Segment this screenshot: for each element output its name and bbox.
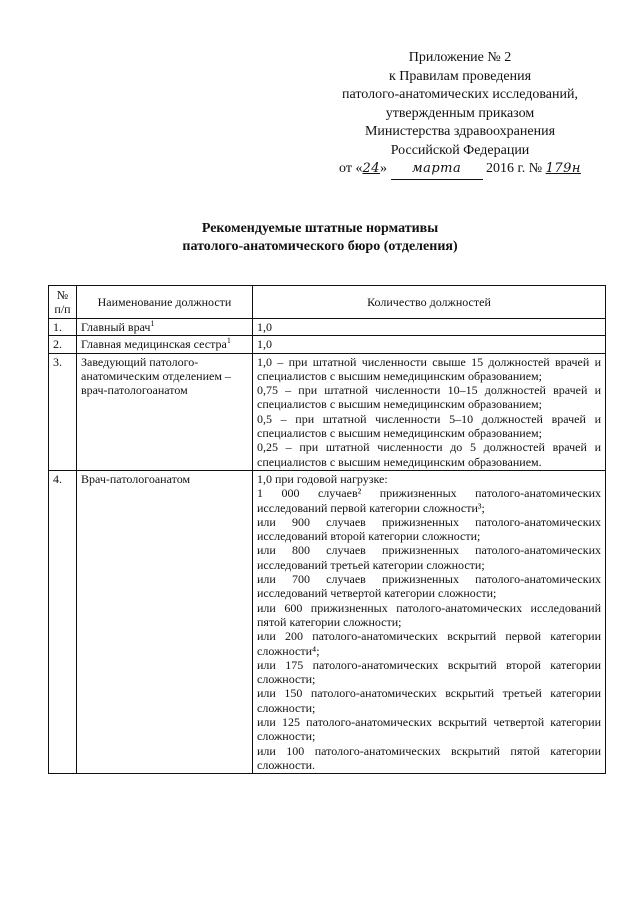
quantity-line: или 800 случаев прижизненных патолого-анатомических исследований третьей категории сложности;	[257, 543, 601, 572]
date-mid: »	[380, 161, 388, 176]
order-date-line	[320, 160, 600, 180]
document-title	[0, 220, 640, 256]
appendix-line-2: к Правилам проведения	[388, 68, 532, 84]
title-line-2: патолого-анатомического бюро (отделения)	[182, 239, 458, 254]
appendix-header	[320, 49, 600, 180]
staff-norms-table	[48, 285, 606, 774]
row-number: 2.	[49, 336, 77, 353]
header-quantity: Количество должностей	[253, 286, 606, 319]
quantity-line: 1,0 при годовой нагрузке:	[257, 471, 388, 486]
quantity-line: 1,0	[257, 320, 272, 334]
row-quantity	[253, 336, 606, 353]
year-text: 2016 г. №	[486, 161, 543, 176]
row-position	[77, 336, 253, 353]
quantity-line: или 100 патолого-анатомических вскрытий пятой категории сложности.	[257, 743, 601, 772]
footnote-marker: 1	[226, 336, 231, 346]
table-body	[49, 319, 606, 774]
row-number: 1.	[49, 319, 77, 336]
handwritten-month: марта	[411, 161, 462, 176]
row-quantity	[253, 470, 606, 773]
appendix-line-4: утвержденным приказом	[385, 105, 535, 121]
row-number: 4.	[49, 470, 77, 773]
title-line-1: Рекомендуемые штатные нормативы	[201, 221, 439, 236]
table-row	[49, 319, 606, 336]
quantity-line: или 150 патолого-анатомических вскрытий третьей категории сложности;	[257, 686, 601, 715]
quantity-line: 1,0	[257, 337, 272, 352]
quantity-line: 0,25 – при штатной численности до 5 должностей врачей и специалистов с высшим немедицинским образованием.	[257, 440, 601, 469]
date-prefix: от «	[339, 161, 363, 176]
quantity-line: 0,5 – при штатной численности 5–10 должностей врачей и специалистов с высшим немедицинским образованием;	[257, 411, 601, 441]
position-name: Врач-патологоанатом	[81, 471, 191, 486]
appendix-number: Приложение № 2	[408, 50, 512, 65]
position-name: Заведующий патолого-анатомическим отделением – врач-патологоанатом	[81, 354, 231, 398]
quantity-line: 0,75 – при штатной численности 10–15 должностей врачей и специалистов с высшим немедицинским образованием;	[257, 383, 601, 412]
row-quantity	[253, 319, 606, 336]
quantity-line: 1,0 – при штатной численности свыше 15 должностей врачей и специалистов с высшим немедицинским образованием;	[257, 354, 601, 383]
row-position	[77, 470, 253, 773]
table-row	[49, 353, 606, 470]
table-row	[49, 336, 606, 353]
header-num: № п/п	[49, 286, 77, 319]
quantity-line: или 600 прижизненных патолого-анатомических исследований пятой категории сложности;	[257, 600, 601, 629]
header-position: Наименование должности	[77, 286, 253, 319]
footnote-marker: 1	[150, 319, 155, 328]
quantity-line: или 200 патолого-анатомических вскрытий первой категории сложности⁴;	[257, 629, 601, 658]
table-row	[49, 470, 606, 773]
handwritten-number: 179н	[545, 161, 581, 176]
row-quantity	[253, 353, 606, 470]
position-name: Главная медицинская сестра	[81, 337, 227, 352]
month-blank	[391, 160, 483, 180]
row-position	[77, 353, 253, 470]
quantity-line: или 125 патолого-анатомических вскрытий четвертой категории сложности;	[257, 715, 601, 744]
row-number: 3.	[49, 353, 77, 470]
quantity-line: или 175 патолого-анатомических вскрытий второй категории сложности;	[257, 657, 601, 687]
table-header-row	[49, 286, 606, 319]
quantity-line: или 700 случаев прижизненных патолого-анатомических исследований четвертой категории сложности;	[257, 572, 601, 601]
handwritten-day: 24	[362, 161, 381, 176]
quantity-line: или 900 случаев прижизненных патолого-анатомических исследований второй категории сложности;	[257, 514, 601, 544]
row-position	[77, 319, 253, 336]
quantity-line: 1 000 случаев² прижизненных патолого-анатомических исследований первой категории сложности³;	[257, 486, 601, 515]
appendix-line-6: Российской Федерации	[390, 142, 530, 158]
appendix-line-5: Министерства здравоохранения	[364, 124, 556, 139]
position-name: Главный врач	[81, 320, 151, 334]
appendix-line-3: патолого-анатомических исследований,	[342, 87, 578, 102]
